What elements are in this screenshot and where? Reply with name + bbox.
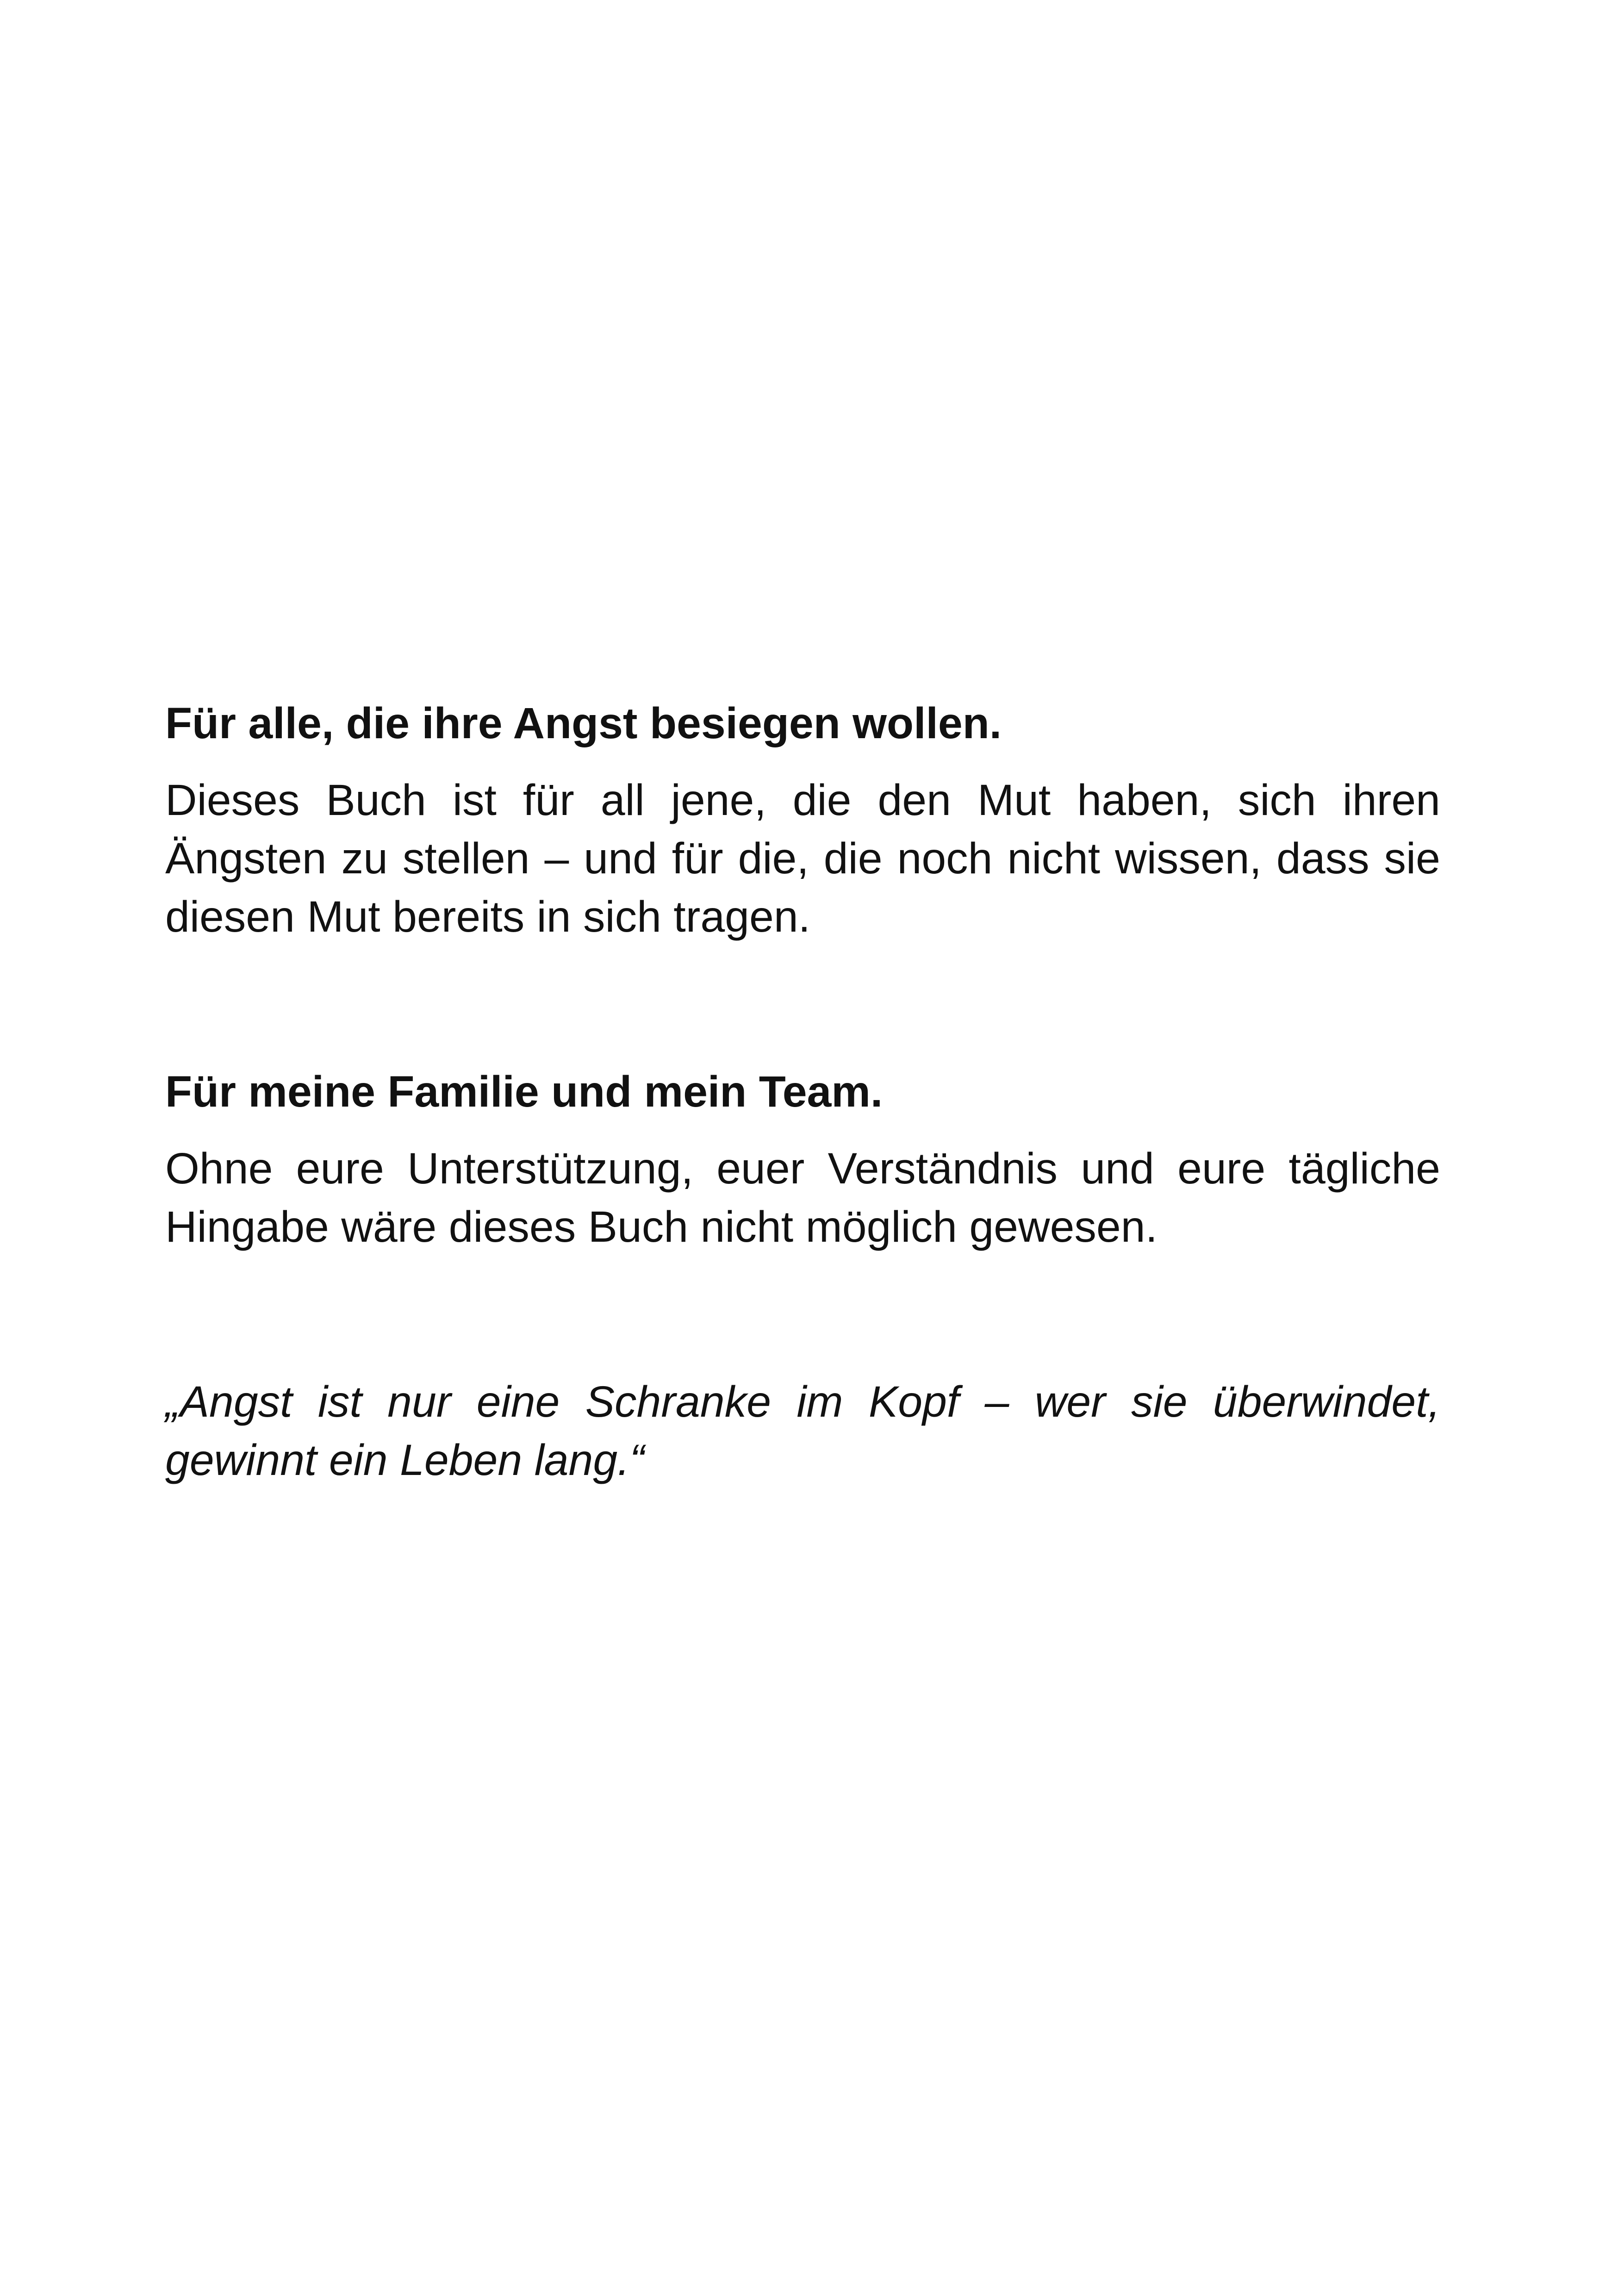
dedication-quote: „Angst ist nur eine Schranke im Kopf – wer sie überwindet, gewinnt ein Leben lang.“ (165, 1377, 1440, 1485)
dedication-paragraph-family: Ohne eure Unterstützung, euer Verständnis und eure tägliche Hingabe wäre dieses Buch nicht möglich gewesen. (165, 1144, 1440, 1251)
dedication-heading-family: Für meine Familie und mein Team. (165, 1067, 883, 1116)
dedication-block (165, 694, 1440, 1489)
dedication-heading-fear: Für alle, die ihre Angst besiegen wollen. (165, 699, 1002, 748)
dedication-paragraph-fear: Dieses Buch ist für all jene, die den Mut haben, sich ihren Ängsten zu stellen – und für die, die noch nicht wissen, dass sie diesen Mut bereits in sich tragen. (165, 776, 1440, 941)
